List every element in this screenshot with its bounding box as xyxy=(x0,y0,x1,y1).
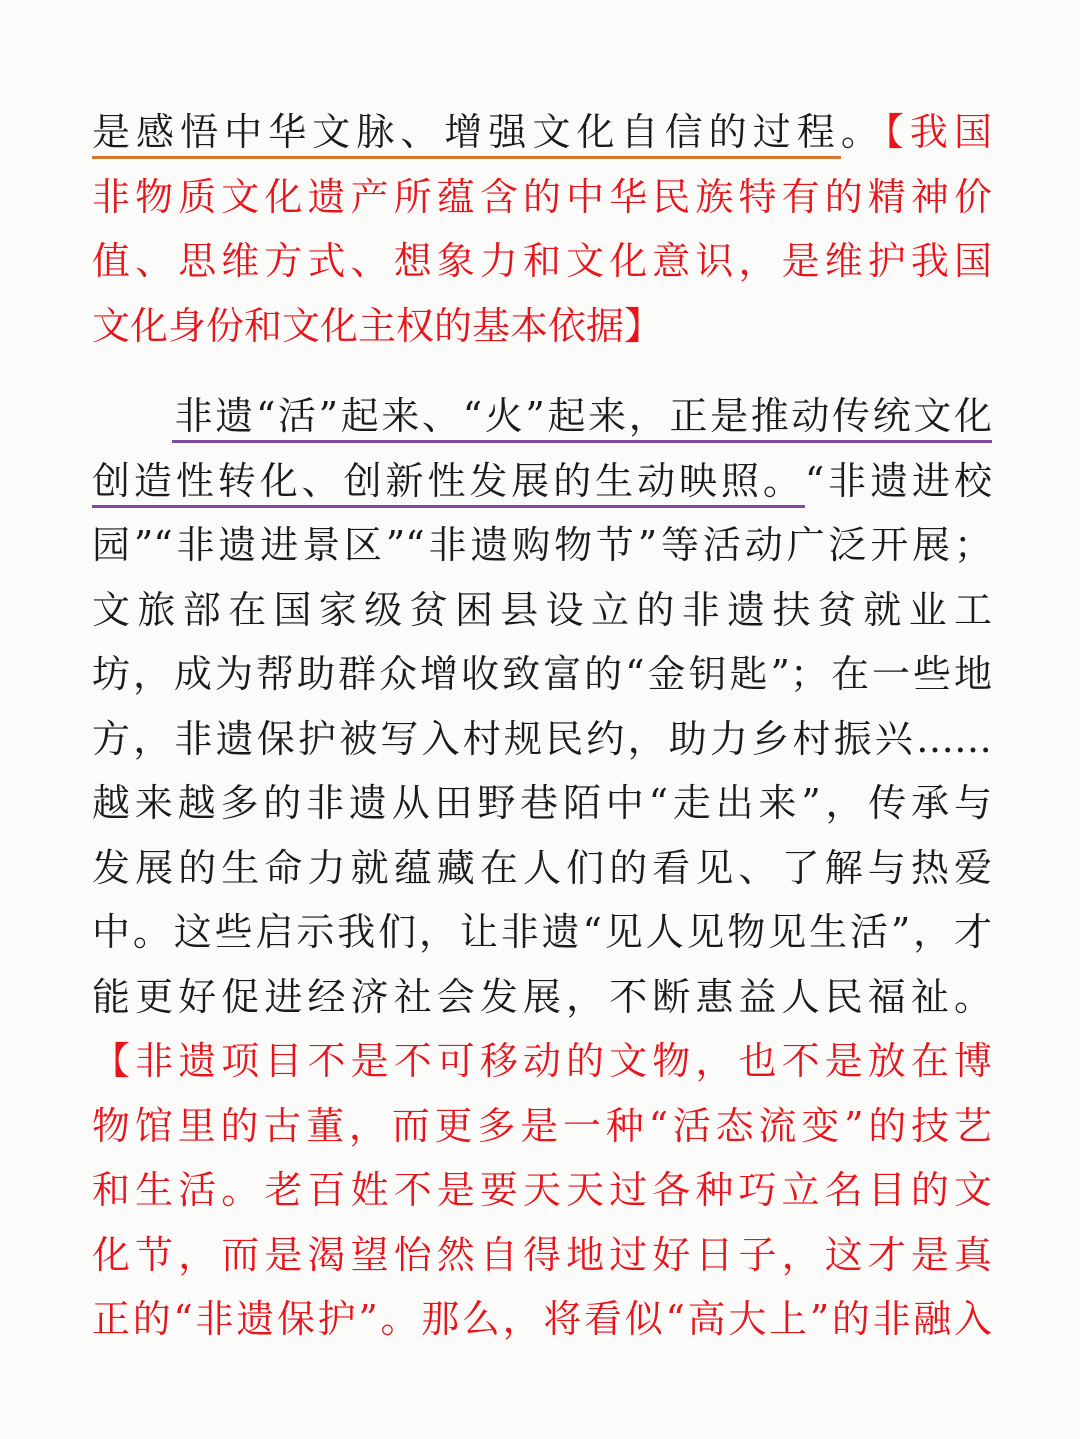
text-line xyxy=(92,642,992,707)
underlined-text: 是感悟中华文脉、增强文化自信的过程 xyxy=(92,110,841,159)
article-page xyxy=(92,100,992,1352)
text-line xyxy=(92,900,992,965)
text-line xyxy=(92,1223,992,1288)
red-annotation: 【非遗项目不是不可移动的文物，也不是放在博 xyxy=(92,1039,992,1083)
plain-text: 园”“非遗进景区”“非遗购物节”等活动广泛开展； xyxy=(92,523,992,567)
text-line xyxy=(92,165,992,230)
text-line xyxy=(92,294,992,359)
red-annotation: 和生活。老百姓不是要天天过各种巧立名目的文 xyxy=(92,1168,992,1212)
plain-text: 中。这些启示我们，让非遗“见人见物见生活”，才 xyxy=(92,910,992,954)
underlined-text: 创造性转化、创新性发展的生动映照。 xyxy=(92,459,805,508)
text-line xyxy=(92,1094,992,1159)
text-line xyxy=(92,229,992,294)
text-line xyxy=(92,1158,992,1223)
plain-text: 越来越多的非遗从田野巷陌中“走出来”，传承与 xyxy=(92,781,992,825)
text-line xyxy=(92,449,992,514)
red-annotation: 化节，而是渴望怡然自得地过好日子，这才是真 xyxy=(92,1232,992,1277)
text-line xyxy=(92,1287,992,1352)
text-line xyxy=(92,707,992,772)
plain-text: 发展的生命力就蕴藏在人们的看见、了解与热爱 xyxy=(92,845,992,890)
plain-text: “非遗进校 xyxy=(804,458,992,503)
red-annotation: 值、思维方式、想象力和文化意识，是维护我国 xyxy=(92,239,992,283)
red-annotation: 文化身份和文化主权的基本依据】 xyxy=(92,303,663,348)
text-line xyxy=(92,836,992,901)
plain-text: 坊，成为帮助群众增收致富的“金钥匙”；在一些地 xyxy=(92,652,992,696)
plain-text: 文旅部在国家级贫困县设立的非遗扶贫就业工 xyxy=(92,587,992,632)
plain-text: 。 xyxy=(840,110,885,154)
text-line xyxy=(92,578,992,643)
red-annotation: 非物质文化遗产所蕴含的中华民族特有的精神价 xyxy=(92,174,992,219)
text-line xyxy=(92,384,992,449)
text-line xyxy=(92,100,992,165)
red-annotation: 【我国 xyxy=(884,110,992,154)
text-line xyxy=(92,965,992,1030)
red-annotation: 正的“非遗保护”。那么，将看似“高大上”的非融入 xyxy=(92,1297,992,1341)
text-line xyxy=(92,1029,992,1094)
plain-text: 能更好促进经济社会发展，不断惠益人民福祉。 xyxy=(92,974,992,1019)
red-annotation: 物馆里的古董，而更多是一种“活态流变”的技艺 xyxy=(92,1103,992,1148)
text-line xyxy=(92,513,992,578)
plain-text: 方，非遗保护被写入村规民约，助力乡村振兴…… xyxy=(92,716,992,761)
text-line xyxy=(92,771,992,836)
underlined-text: 非遗“活”起来、“火”起来，正是推动传统文化 xyxy=(172,394,992,443)
